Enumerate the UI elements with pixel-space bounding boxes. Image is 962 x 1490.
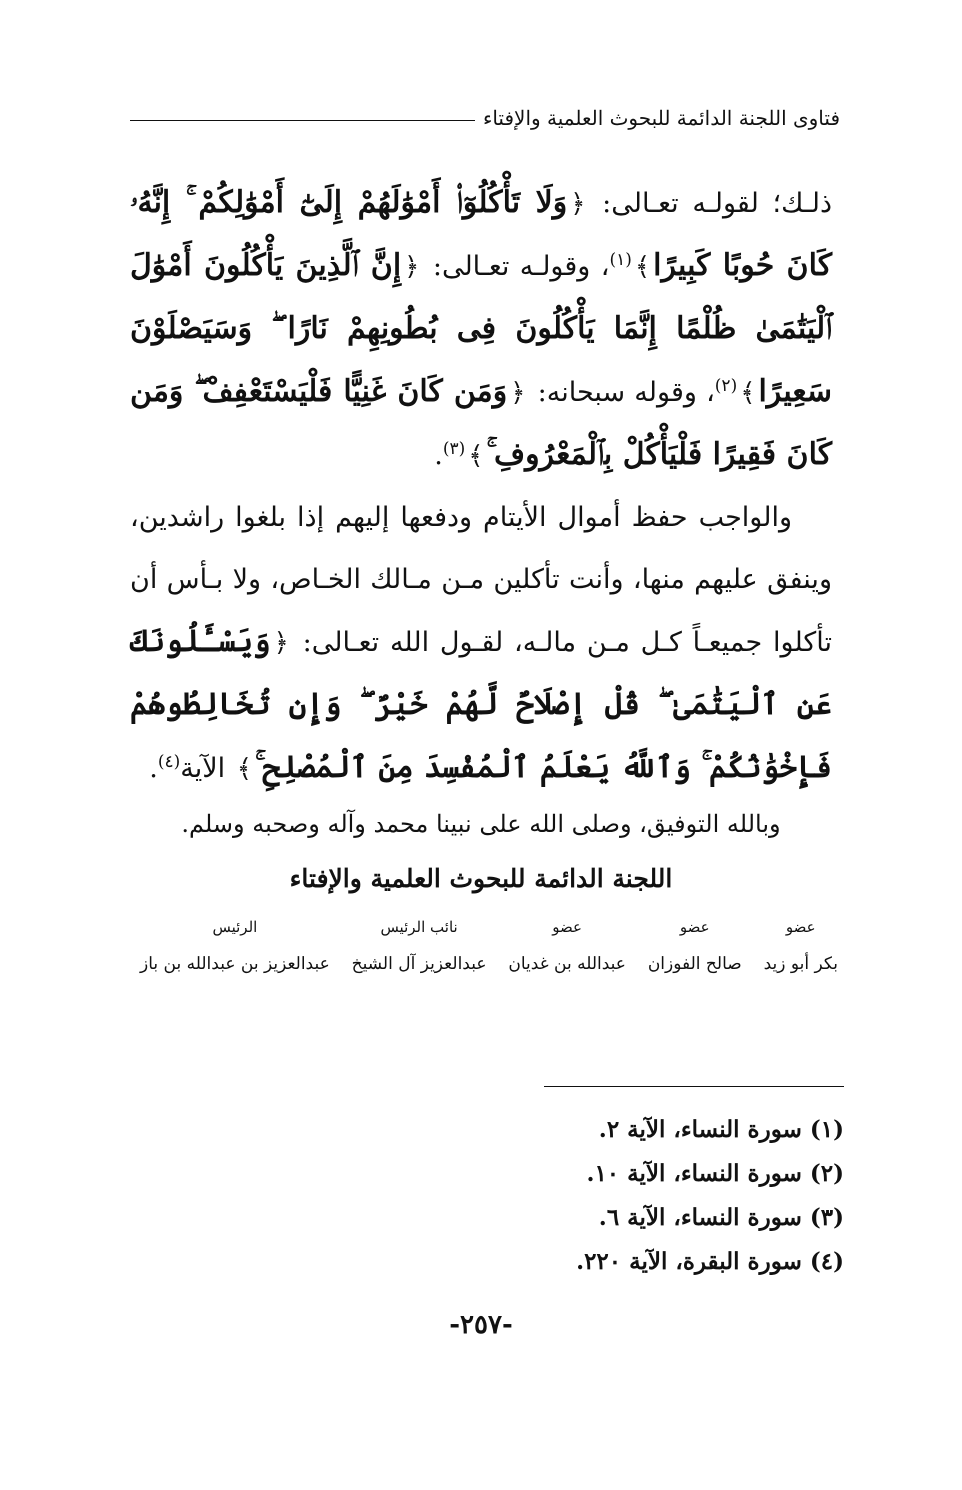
- footnotes: [484, 1108, 844, 1284]
- footnote-ref-4: (٤): [157, 752, 181, 772]
- quran-close-ornament: ﴾: [740, 378, 756, 408]
- footnote-3: (٣) سورة النساء، الآية ٦.: [598, 1204, 844, 1231]
- signatory: [508, 918, 626, 974]
- page-number: -٢٥٧-: [449, 1310, 513, 1340]
- signatory: [764, 918, 838, 974]
- header-rule: [130, 120, 475, 121]
- quran-close-ornament: ﴾: [468, 441, 484, 471]
- footnote-ref-2: (٢): [714, 376, 738, 396]
- footnote-rule: [544, 1086, 844, 1087]
- p2-text-1: والواجب حفظ أموال الأيتام ودفعها إليهم إذا بلغوا راشدين، وينفق عليهم منها، وأنت تأكلين مـن مـالك الخـاص، ولا بـأس أن تأكلوا جميعـاً كـل مـن مالـه، لقـول الله تعـالى:: [130, 502, 832, 658]
- quran-close-ornament: ﴾: [634, 252, 651, 282]
- paragraph-1: [130, 172, 832, 487]
- paragraph-2: [130, 487, 832, 800]
- p2-text-2: الآية: [180, 753, 226, 784]
- quran-close-ornament: ﴾: [236, 754, 252, 784]
- signatory-name: عبدالله بن غديان: [508, 954, 626, 974]
- signatory-role: عضو: [785, 918, 816, 936]
- quran-open-ornament: ﴿: [510, 378, 526, 408]
- quran-open-ornament: ﴿: [273, 628, 289, 658]
- footnote-2: (٢) سورة النساء، الآية ١٠.: [586, 1160, 844, 1187]
- signatory-role: عضو: [679, 918, 710, 936]
- quran-open-ornament: ﴿: [404, 252, 420, 282]
- running-title: فتاوى اللجنة الدائمة للبحوث العلمية والإفتاء: [482, 106, 840, 130]
- p2-end: .: [149, 753, 158, 784]
- running-header: [130, 90, 840, 130]
- committee-title: اللجنة الدائمة للبحوث العلمية والإفتاء: [289, 864, 673, 893]
- footnote-4: (٤) سورة البقرة، الآية ٢٢٠.: [576, 1248, 844, 1275]
- footnote-1: (١) سورة النساء، الآية ٢.: [598, 1116, 844, 1143]
- signatory-role: عضو: [552, 918, 583, 936]
- quran-verse-4: وَيَسْـَٔلُونَكَ عَنِ ٱلْيَتَٰمَىٰ ۖ قُلْ إِصْلَاحٌ لَّهُمْ خَيْرٌ ۖ وَإِن تُخَالِطُوهُمْ فَإِخْوَٰنُكُمْ ۚ وَٱللَّهُ يَعْلَمُ ٱلْمُفْسِدَ مِنَ ٱلْمُصْلِحِ ۚ: [130, 624, 832, 785]
- quran-verse-1: وَلَا تَأْكُلُوٓا۟ أَمْوَٰلَهُمْ إِلَىٰٓ أَمْوَٰلِكُمْ ۚ إِنَّهُۥ كَانَ حُوبًا كَبِيرًا: [130, 185, 833, 283]
- footnote-ref-3: (٣): [442, 439, 466, 459]
- signatory-name: عبدالعزيز آل الشيخ: [351, 954, 487, 974]
- p1-text-3: ، وقوله سبحانه:: [537, 377, 715, 408]
- signatory-name: صالح الفوزان: [647, 954, 742, 974]
- p1-text-2: ، وقولـه تعـالى:: [432, 251, 610, 282]
- quran-verse-2: إِنَّ ٱلَّذِينَ يَأْكُلُونَ أَمْوَٰلَ ٱلْيَتَٰمَىٰ ظُلْمًا إِنَّمَا يَأْكُلُونَ فِى بُطُونِهِمْ نَارًا ۖ وَسَيَصْلَوْنَ سَعِيرًا: [130, 248, 832, 409]
- signatory: [648, 918, 742, 974]
- signatory-name: عبدالعزيز بن عبدالله بن باز: [140, 954, 330, 974]
- signatory: [140, 918, 330, 974]
- quran-verse-3: وَمَن كَانَ غَنِيًّا فَلْيَسْتَعْفِفْ ۖ وَمَن كَانَ فَقِيرًا فَلْيَأْكُلْ بِٱلْمَعْرُوفِ ۚ: [130, 374, 832, 472]
- footnote-ref-1: (١): [609, 250, 632, 270]
- p1-end: .: [434, 440, 443, 471]
- closing-line: وبالله التوفيق، وصلى الله على نبينا محمد وآله وصحبه وسلم.: [181, 810, 781, 838]
- p1-text-1: ذلـك؛ لقولـه تعـالى:: [602, 188, 832, 219]
- signatory-role: الرئيس: [212, 918, 258, 936]
- signatory-name: بكر أبو زيد: [763, 954, 838, 974]
- signatory-role: نائب الرئيس: [380, 918, 458, 936]
- signatory: [352, 918, 487, 974]
- signature-block: [140, 918, 838, 974]
- quran-open-ornament: ﴿: [570, 189, 586, 219]
- fatwa-body: [130, 172, 832, 800]
